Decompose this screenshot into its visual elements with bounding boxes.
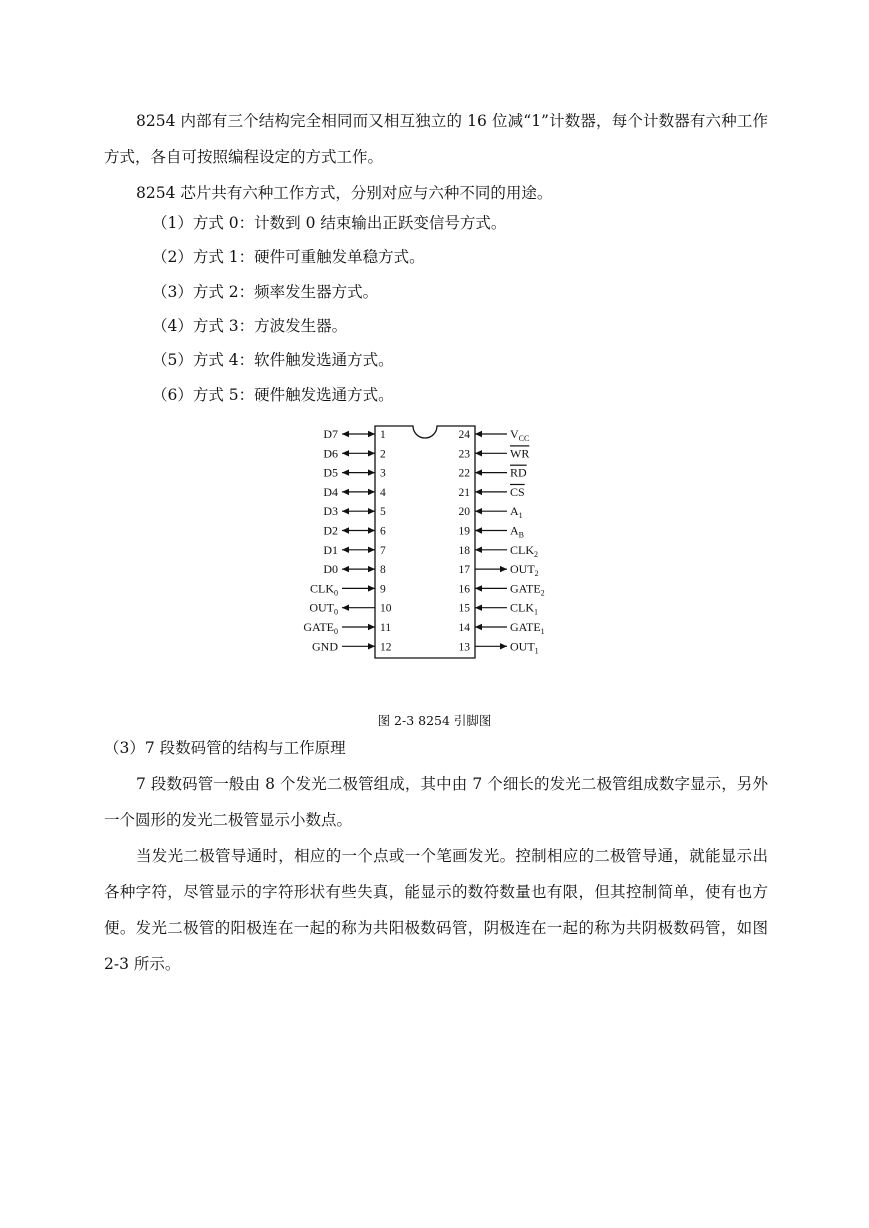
- pin-label: D2: [323, 523, 338, 538]
- arrow-head: [342, 508, 349, 514]
- arrow-head: [475, 450, 482, 456]
- arrow-head: [475, 547, 482, 553]
- pin-label: $V_{CC}$: [510, 427, 530, 443]
- pin-label: $CLK_2$: [510, 542, 538, 559]
- arrow-head: [368, 643, 375, 649]
- section-heading: （3）7 段数码管的结构与工作原理: [104, 739, 346, 757]
- pin-label: D6: [323, 446, 338, 461]
- pin-label: D3: [323, 504, 338, 519]
- figure-caption: 图 2-3 8254 引脚图: [377, 713, 492, 728]
- pin-21: [459, 485, 525, 499]
- arrow-head: [368, 624, 375, 630]
- mode-item-3: （4）方式 3：方波发生器。: [152, 317, 348, 335]
- arrow-head: [475, 469, 482, 475]
- pin-label: $A_B$: [510, 523, 525, 540]
- mode-item-5: （6）方式 5：硬件触发选通方式。: [152, 386, 394, 404]
- intro-paragraph-2: 8254 芯片共有六种工作方式，分别对应与六种不同的用途。: [136, 184, 553, 202]
- pin-19: [459, 524, 525, 540]
- left-pin-group: [303, 427, 391, 653]
- pin-number: 3: [380, 467, 386, 480]
- pin-number: 24: [458, 429, 470, 441]
- mode-item-0: （1）方式 0：计数到 0 结束输出正跃变信号方式。: [152, 214, 507, 232]
- pin-number: 9: [380, 583, 386, 596]
- pin-number: 17: [458, 564, 470, 577]
- arrow-head: [475, 489, 482, 495]
- pin-label: $CLK_1$: [510, 600, 538, 617]
- pin-number: 23: [458, 448, 470, 461]
- pin-11: [303, 620, 391, 636]
- pin-24: [459, 427, 530, 443]
- arrow-head: [475, 508, 482, 514]
- arrow-head: [475, 585, 482, 591]
- mode-item-4: （5）方式 4：软件触发选通方式。: [152, 351, 394, 369]
- arrow-head: [368, 527, 375, 533]
- pin-label: $GATE_1$: [510, 620, 545, 636]
- arrow-head: [500, 566, 507, 572]
- pin-8: [323, 562, 386, 576]
- pin-number: 12: [380, 641, 392, 654]
- arrow-head: [342, 489, 349, 495]
- pin-2: [323, 446, 386, 460]
- pin-label: $CLK_0$: [310, 581, 338, 598]
- intro-paragraph-1: 8254 内部有三个结构完全相同而又相互独立的 16 位减“1”计数器，每个计数器有六种工作方式，各自可按照编程设定的方式工作。: [104, 112, 768, 166]
- pin-15: [459, 601, 539, 617]
- pin-number: 14: [458, 622, 470, 634]
- pin-label: D0: [323, 562, 338, 577]
- arrow-head: [368, 450, 375, 456]
- arrow-head: [368, 566, 375, 572]
- pin-18: [459, 543, 539, 559]
- pin-number: 21: [458, 486, 470, 499]
- pin-12: [312, 639, 392, 653]
- pin-17: [459, 562, 539, 578]
- arrow-head: [342, 566, 349, 572]
- pin-number: 5: [380, 506, 386, 519]
- pin-1: [323, 427, 386, 441]
- pin-number: 13: [458, 641, 470, 654]
- arrow-head: [342, 605, 349, 611]
- pin-5: [323, 504, 386, 518]
- arrow-head: [342, 527, 349, 533]
- pin-22: [459, 466, 528, 480]
- pin-13: [459, 639, 539, 655]
- pin-label: $GATE_2$: [510, 581, 545, 598]
- arrow-head: [368, 431, 375, 437]
- pin-label: $GATE_0$: [303, 620, 338, 636]
- pin-label: $A_1$: [510, 504, 523, 521]
- pin-number: 19: [458, 525, 470, 538]
- pin-number: 22: [458, 467, 470, 480]
- arrow-head: [475, 527, 482, 533]
- pin-label: D7: [323, 427, 338, 441]
- pin-number: 18: [458, 544, 470, 557]
- pin-label: CS: [510, 484, 525, 499]
- pin-label: $OUT_0$: [309, 600, 338, 617]
- arrow-head: [500, 643, 507, 649]
- pin-7: [323, 543, 386, 557]
- right-pin-group: [459, 427, 545, 655]
- pin-number: 11: [380, 622, 392, 634]
- pin-number: 15: [458, 602, 470, 615]
- pin-16: [459, 581, 545, 597]
- pin-label: $OUT_1$: [510, 639, 539, 656]
- pin-20: [459, 504, 523, 520]
- pin-6: [323, 524, 386, 538]
- section-paragraph-1: 7 段数码管一般由 8 个发光二极管组成，其中由 7 个细长的发光二极管组成数字显示，另外一个圆形的发光二极管显示小数点。: [104, 775, 768, 829]
- pin-23: [459, 446, 530, 460]
- pin-number: 2: [380, 448, 386, 461]
- pin-number: 7: [380, 544, 386, 557]
- pin-label: D4: [323, 484, 338, 499]
- arrow-head: [342, 547, 349, 553]
- pin-number: 8: [380, 564, 386, 577]
- arrow-head: [475, 605, 482, 611]
- pin-number: 20: [458, 506, 470, 519]
- mode-item-2: （3）方式 2：频率发生器方式。: [152, 283, 379, 301]
- arrow-head: [475, 624, 482, 630]
- pin-10: [309, 601, 391, 617]
- pin-number: 16: [458, 583, 470, 596]
- pin-number: 1: [380, 429, 386, 441]
- arrow-head: [368, 469, 375, 475]
- arrow-head: [342, 469, 349, 475]
- pin-label: RD: [510, 465, 527, 480]
- arrow-head: [368, 585, 375, 591]
- pin-number: 6: [380, 525, 386, 538]
- pin-14: [459, 620, 545, 636]
- pin-3: [323, 466, 386, 480]
- pin-label: $OUT_2$: [510, 562, 539, 579]
- arrow-head: [368, 489, 375, 495]
- arrow-head: [342, 431, 349, 437]
- pin-number: 4: [380, 486, 386, 499]
- pin-label: D5: [323, 465, 338, 480]
- pin-label: WR: [510, 446, 530, 461]
- arrow-head: [368, 547, 375, 553]
- pin-label: GND: [312, 639, 338, 654]
- pin-label: D1: [323, 542, 338, 557]
- pin-number: 10: [380, 602, 392, 615]
- arrow-head: [342, 450, 349, 456]
- pinout-diagram: [300, 418, 570, 708]
- arrow-head: [475, 431, 482, 437]
- mode-item-1: （2）方式 1：硬件可重触发单稳方式。: [152, 248, 425, 266]
- arrow-head: [368, 508, 375, 514]
- section-paragraph-2: 当发光二极管导通时，相应的一个点或一个笔画发光。控制相应的二极管导通，就能显示出各种字符，尽管显示的字符形状有些失真，能显示的数符数量也有限，但其控制简单，使有也方便。发光二极管的阳极连在一起的称为共阳极数码管，阴极连在一起的称为共阴极数码管，如图 2-3 所示。: [104, 847, 768, 973]
- pin-4: [323, 485, 386, 499]
